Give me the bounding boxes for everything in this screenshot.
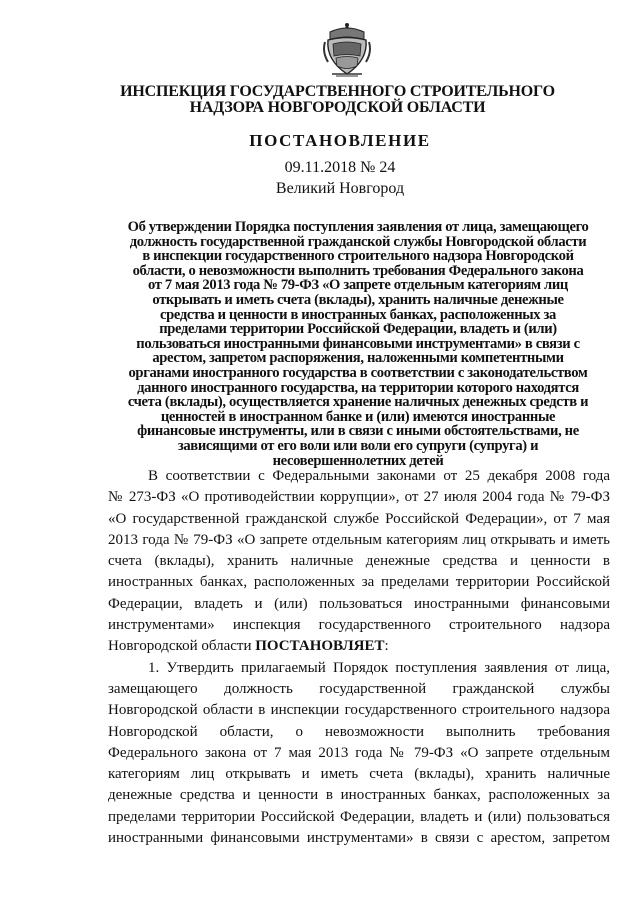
document-subject xyxy=(108,220,608,468)
organization-name-line: НАДЗОРА НОВГОРОДСКОЙ ОБЛАСТИ xyxy=(189,99,486,116)
subject-line: зависящими от его воли или воли его супруги (супруга) и xyxy=(177,437,539,454)
body-line-text: Новгородской области xyxy=(108,638,256,655)
coat-of-arms-icon xyxy=(322,22,372,78)
subject-line: пользоваться иностранными финансовыми инструментами» в связи с xyxy=(136,335,580,352)
body-line: Новгородской области, о невозможности выполнить требования xyxy=(108,723,610,740)
body-line-last xyxy=(108,636,610,657)
subject-line: Об утверждении Порядка поступления заявления от лица, замещающего xyxy=(127,219,589,235)
preamble-paragraph xyxy=(108,466,610,658)
subject-line: открывать и иметь счета (вклады), хранить наличные денежные xyxy=(152,291,564,308)
subject-line: ценностей в иностранном банке и (или) имеются иностранные xyxy=(160,408,556,425)
document-city: Великий Новгород xyxy=(275,180,405,197)
body-line: счета (вклады), хранить наличные денежные средства и ценности в xyxy=(108,553,610,570)
body-line: категориям лиц открывать и иметь счета (вклады), хранить наличные xyxy=(108,766,610,783)
body-line: Федерального закона от 7 мая 2013 года № 79-ФЗ «О запрете отдельным xyxy=(108,744,610,761)
item-1-paragraph xyxy=(108,658,610,850)
body-line: Новгородской области в инспекции государственного строительного надзора xyxy=(108,702,610,719)
subject-line: финансовые инструменты, или в связи с иными обстоятельствами, не xyxy=(137,423,579,440)
subject-line: средства и ценности в иностранных банках, расположенных за xyxy=(159,306,557,323)
body-line: иностранных банках, расположенных за пределами территории Российской xyxy=(108,574,610,591)
document-type-title: ПОСТАНОВЛЕНИЕ xyxy=(249,131,431,150)
organization-name xyxy=(110,84,565,116)
body-line: 1. Утвердить прилагаемый Порядок поступления заявления от лица, xyxy=(148,659,610,676)
body-line: денежные средства и ценности в иностранных банках, расположенных за xyxy=(108,787,610,804)
body-line: № 273-ФЗ «О противодействии коррупции», от 27 июля 2004 года № 79-ФЗ xyxy=(108,489,610,506)
body-line: иностранными финансовыми инструментами» в связи с арестом, запретом xyxy=(108,830,610,847)
body-line: замещающего должность государственной гражданской службы xyxy=(108,680,610,697)
document-date-number: 09.11.2018 № 24 xyxy=(284,159,396,176)
body-line: инструментами» инспекция государственного строительного надзора xyxy=(108,617,610,634)
subject-line: в инспекции государственного строительного надзора Новгородской xyxy=(142,248,574,265)
resolves-word: ПОСТАНОВЛЯЕТ xyxy=(255,638,385,655)
body-line: 2013 года № 79-ФЗ «О запрете отдельным категориям лиц открывать и иметь xyxy=(108,531,610,548)
resolves-colon: : xyxy=(384,638,389,655)
body-line: пределами территории Российской Федерации, владеть и (или) пользоваться xyxy=(108,808,610,825)
subject-line: от 7 мая 2013 года № 79-ФЗ «О запрете отдельным категориям лиц xyxy=(148,277,568,294)
subject-line: органами иностранного государства в соответствии с законодательством xyxy=(128,364,588,381)
body-line: В соответствии с Федеральными законами от 25 декабря 2008 года xyxy=(148,468,610,484)
subject-line: счета (вклады), осуществляется хранение наличных денежных средств и xyxy=(127,394,589,411)
body-line: Федерации, владеть и (или) пользоваться иностранными финансовыми xyxy=(108,595,610,612)
subject-line: несовершеннолетних детей xyxy=(272,452,444,469)
subject-line: арестом, запретом распоряжения, наложенными компетентными xyxy=(152,350,564,367)
subject-line: данного иностранного государства, на территории которого находятся xyxy=(137,379,579,396)
subject-line: области, о невозможности выполнить требования Федерального закона xyxy=(132,262,584,279)
document-body xyxy=(108,466,610,849)
subject-line: пределами территории Российской Федерации, владеть и (или) xyxy=(159,321,557,338)
body-line: «О государственной гражданской службе Российской Федерации», от 7 мая xyxy=(108,510,610,527)
organization-name-line: ИНСПЕКЦИЯ ГОСУДАРСТВЕННОГО СТРОИТЕЛЬНОГО xyxy=(120,83,555,100)
subject-line: должность государственной гражданской службы Новгородской области xyxy=(129,233,587,250)
